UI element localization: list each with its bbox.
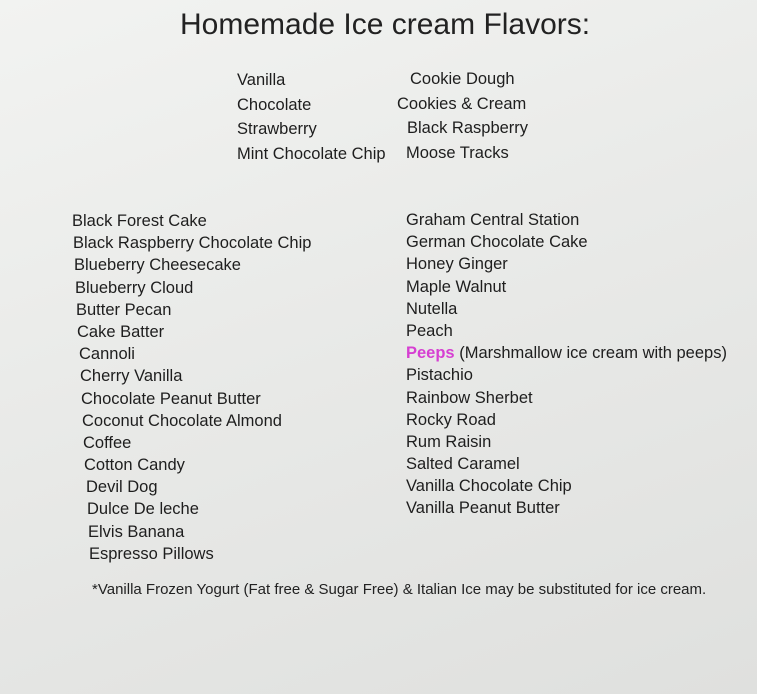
- flavor-item: Vanilla: [237, 71, 286, 89]
- flavor-item: Salted Caramel: [406, 455, 520, 474]
- flavor-item: Graham Central Station: [406, 211, 580, 229]
- classic-flavors-right: [397, 67, 529, 165]
- flavor-item: Black Raspberry: [407, 119, 529, 137]
- flavor-item: Moose Tracks: [406, 143, 509, 162]
- flavor-item: Black Raspberry Chocolate Chip: [73, 234, 312, 253]
- flavor-item: Vanilla Chocolate Chip: [406, 477, 572, 496]
- flavor-item: Espresso Pillows: [89, 544, 214, 563]
- classic-flavors-left: [237, 68, 386, 166]
- flavor-item: Maple Walnut: [406, 277, 507, 296]
- flavor-item: Chocolate: [237, 95, 312, 114]
- flavor-item: Coconut Chocolate Almond: [82, 411, 282, 430]
- flavor-item: Rocky Road: [406, 410, 496, 429]
- flavor-item: Peach: [406, 321, 453, 340]
- peeps-highlight: Peeps: [406, 344, 455, 363]
- flavor-item: Strawberry: [237, 120, 317, 138]
- flavor-item: Nutella: [406, 299, 458, 318]
- flavor-item: Coffee: [83, 433, 132, 452]
- page-title: Homemade Ice cream Flavors:: [180, 8, 591, 41]
- flavor-item: Cake Batter: [77, 322, 165, 341]
- flavor-item: Blueberry Cloud: [75, 278, 194, 297]
- flavor-item: German Chocolate Cake: [406, 233, 588, 252]
- flavor-item-peeps: [406, 342, 727, 364]
- specialty-flavors-right: [406, 209, 727, 520]
- flavor-item: Blueberry Cheesecake: [74, 256, 241, 275]
- flavor-item: Cotton Candy: [84, 456, 185, 475]
- flavor-item: Butter Pecan: [76, 300, 172, 319]
- flavor-item: Black Forest Cake: [72, 212, 207, 230]
- specialty-flavors-left: [72, 210, 311, 565]
- flavor-item: Elvis Banana: [88, 522, 185, 541]
- flavor-item: Cookies & Cream: [397, 94, 527, 113]
- flavor-item: Mint Chocolate Chip: [237, 144, 386, 163]
- flavor-item: Devil Dog: [86, 478, 158, 497]
- flavor-item: Pistachio: [406, 366, 473, 385]
- flavor-item: Chocolate Peanut Butter: [81, 389, 261, 408]
- peeps-description: (Marshmallow ice cream with peeps): [454, 344, 727, 363]
- flavor-item: Rum Raisin: [406, 432, 492, 451]
- flavor-item: Cookie Dough: [410, 70, 515, 88]
- flavor-item: Cherry Vanilla: [80, 367, 183, 386]
- flavor-item: Cannoli: [79, 345, 135, 364]
- flavor-item: Honey Ginger: [406, 255, 508, 274]
- flavor-item: Rainbow Sherbet: [406, 388, 533, 407]
- footnote: *Vanilla Frozen Yogurt (Fat free & Sugar Free) & Italian Ice may be substituted for ice cream.: [92, 581, 707, 598]
- flavor-item: Dulce De leche: [87, 500, 199, 519]
- flavor-item: Vanilla Peanut Butter: [406, 499, 560, 518]
